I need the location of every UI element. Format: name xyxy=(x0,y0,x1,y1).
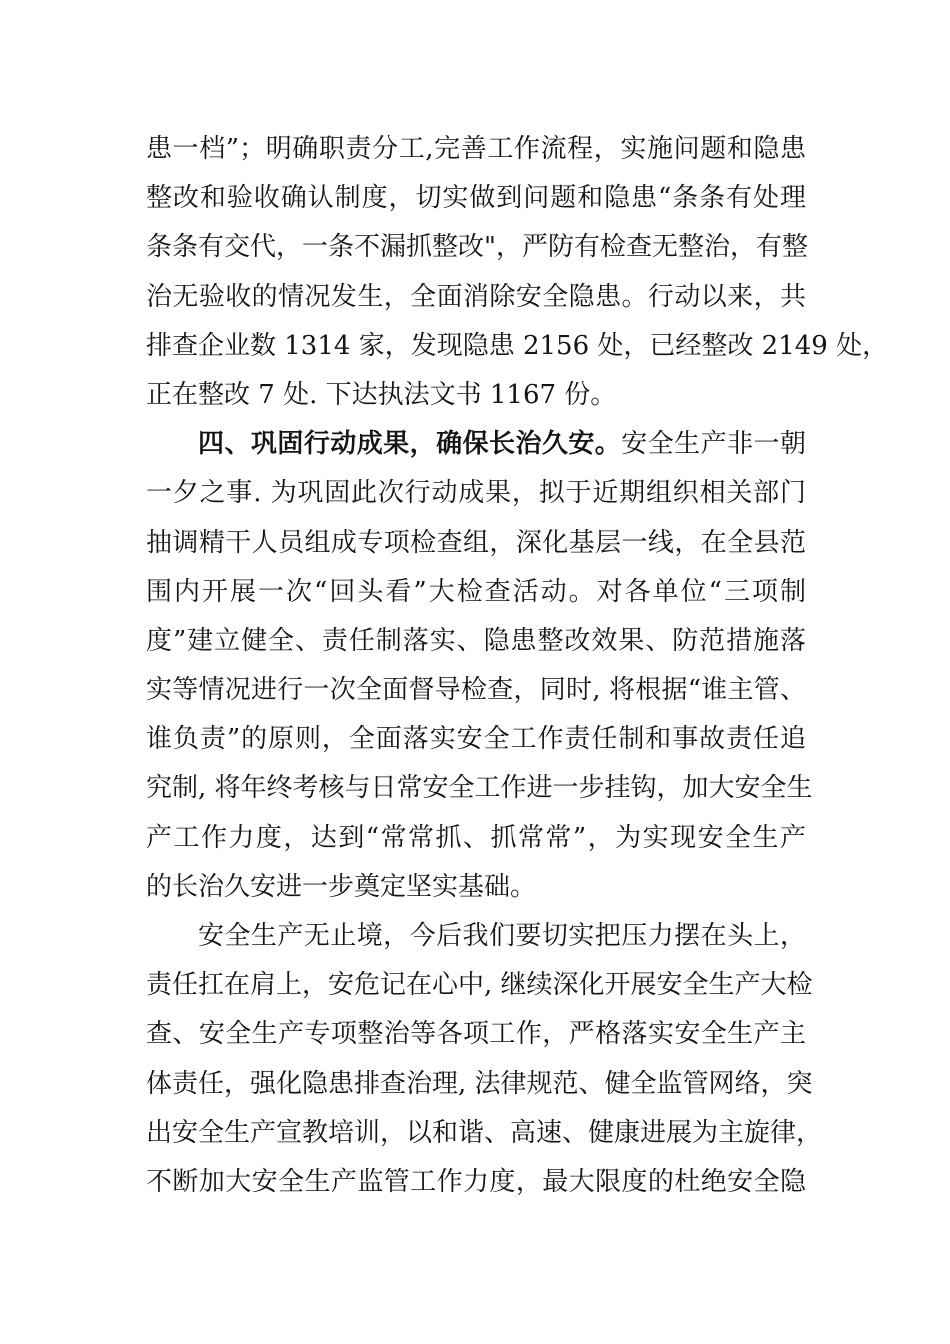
text-line: 安全生产无止境，今后我们要切实把压力摆在头上， xyxy=(198,921,806,951)
text-line: 的长治久安进一步奠定坚实基础。 xyxy=(146,871,537,902)
body-text xyxy=(146,125,889,1207)
text-line: 谁负责”的原则，全面落实安全工作责任制和事故责任追 xyxy=(146,724,806,755)
text-line: 责任扛在肩上，安危记在心中, 继续深化开展安全生产大检 xyxy=(146,970,813,1001)
heading-line-text: 安全生产非一朝 xyxy=(621,429,806,460)
text-line: 一夕之事. 为巩固此次行动成果，拟于近期组织相关部门 xyxy=(146,478,806,509)
text-line: 患一档”；明确职责分工,完善工作流程，实施问题和隐患 xyxy=(146,134,806,164)
text-line: 整改和验收确认制度，切实做到问题和隐患“条条有处理 xyxy=(146,183,806,214)
text-line: 治无验收的情况发生，全面消除安全隐患。行动以来，共 xyxy=(146,281,806,312)
text-line: 抽调精干人员组成专项检查组，深化基层一线，在全县范 xyxy=(146,527,806,558)
text-line: 实等情况进行一次全面督导检查，同时, 将根据“谁主管、 xyxy=(146,675,806,706)
text-line: 究制, 将年终考核与日常安全工作进一步挂钩，加大安全生 xyxy=(146,773,813,804)
text-line: 产工作力度，达到“常常抓、抓常常”，为实现安全生产 xyxy=(146,822,806,853)
section-heading-line xyxy=(146,420,806,469)
text-line: 条条有交代，一条不漏抓整改"，严防有检查无整治，有整 xyxy=(146,232,808,263)
text-line: 出安全生产宣教培训，以和谐、高速、健康进展为主旋律， xyxy=(146,1117,823,1148)
text-line: 正在整改 7 处. 下达执法文书 1167 份。 xyxy=(146,379,617,410)
text-line: 排查企业数 1314 家，发现隐患 2156 处，已经整改 2149 处， xyxy=(146,330,889,361)
text-line: 度”建立健全、责任制落实、隐患整改效果、防范措施落 xyxy=(146,625,806,656)
text-line: 围内开展一次“回头看”大检查活动。对各单位“三项制 xyxy=(146,576,806,607)
text-line: 查、安全生产专项整治等各项工作，严格落实安全生产主 xyxy=(146,1019,806,1050)
section-heading: 四、巩固行动成果，确保长治久安。 xyxy=(198,429,622,460)
text-line: 体责任，强化隐患排查治理, 法律规范、健全监管网络，突 xyxy=(146,1068,813,1099)
text-line: 不断加大安全生产监管工作力度，最大限度的杜绝安全隐 xyxy=(146,1166,806,1197)
